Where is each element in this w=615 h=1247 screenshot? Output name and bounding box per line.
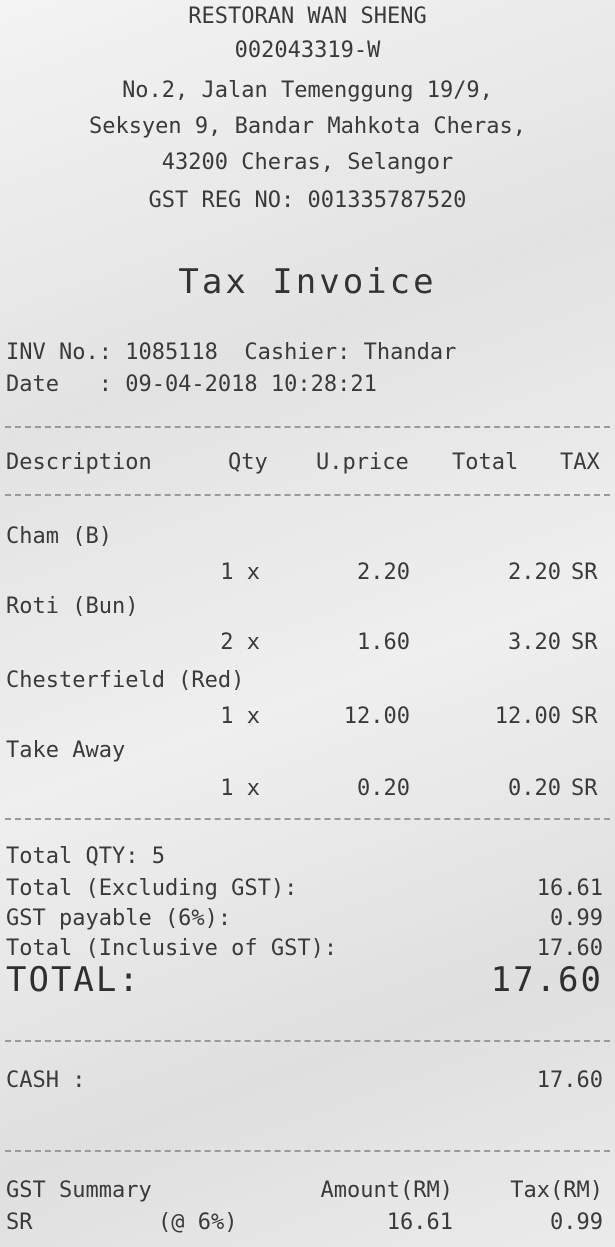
item-uprice: 0.20 [357,776,410,801]
col-description: Description [6,450,152,475]
gst-reg: GST REG NO: 001335787520 [148,188,467,213]
summary-tax: 0.99 [550,1210,603,1235]
gst-summary-label: GST Summary [6,1178,152,1203]
date-line: Date : 09-04-2018 10:28:21 [6,372,377,397]
item-name: Roti (Bun) [6,594,139,619]
restaurant-name: RESTORAN WAN SHENG [188,4,427,29]
cash-value: 17.60 [536,1068,603,1093]
total-qty: Total QTY: 5 [6,844,165,869]
item-tax: SR [571,630,598,655]
col-tax: TAX [560,450,600,475]
item-qty: 1 x [220,776,260,801]
item-total: 2.20 [508,560,561,585]
summary-amount-header: Amount(RM) [320,1178,453,1203]
summary-tax-header: Tax(RM) [510,1178,603,1203]
item-qty: 2 x [220,630,260,655]
col-total: Total [452,450,519,475]
item-name: Take Away [6,738,126,763]
item-total: 12.00 [494,704,561,729]
item-name: Cham (B) [6,524,112,549]
col-qty: Qty [228,450,268,475]
company-reg: 002043319-W [234,38,381,63]
divider [5,426,610,428]
item-qty: 1 x [220,704,260,729]
summary-rate: (@ 6%) [158,1210,238,1235]
total-incl-value: 17.60 [536,936,603,961]
address-line-2: Seksyen 9, Bandar Mahkota Cheras, [88,114,527,139]
item-tax: SR [571,560,598,585]
divider [5,494,610,496]
item-uprice: 2.20 [357,560,410,585]
divider [5,1040,610,1042]
summary-code: SR [6,1210,33,1235]
cash-label: CASH : [6,1068,86,1093]
item-tax: SR [571,776,598,801]
item-tax: SR [571,704,598,729]
item-total: 3.20 [508,630,561,655]
total-excl-value: 16.61 [536,876,603,901]
item-uprice: 12.00 [343,704,410,729]
gst-payable-value: 0.99 [550,906,603,931]
divider [5,818,610,820]
item-total: 0.20 [508,776,561,801]
invoice-number-line: INV No.: 1085118 Cashier: Thandar [6,340,457,365]
grand-total-label: TOTAL: [6,960,141,1000]
gst-payable-label: GST payable (6%): [6,906,232,931]
divider [5,1150,610,1152]
item-uprice: 1.60 [357,630,410,655]
item-name: Chesterfield (Red) [6,668,245,693]
address-line-1: No.2, Jalan Temenggung 19/9, [122,78,493,103]
summary-amount: 16.61 [386,1210,453,1235]
grand-total-value: 17.60 [490,960,603,1000]
total-excl-label: Total (Excluding GST): [6,876,298,901]
invoice-title: Tax Invoice [178,262,437,302]
address-line-3: 43200 Cheras, Selangor [161,150,454,175]
total-incl-label: Total (Inclusive of GST): [6,936,338,961]
col-uprice: U.price [316,450,409,475]
item-qty: 1 x [220,560,260,585]
